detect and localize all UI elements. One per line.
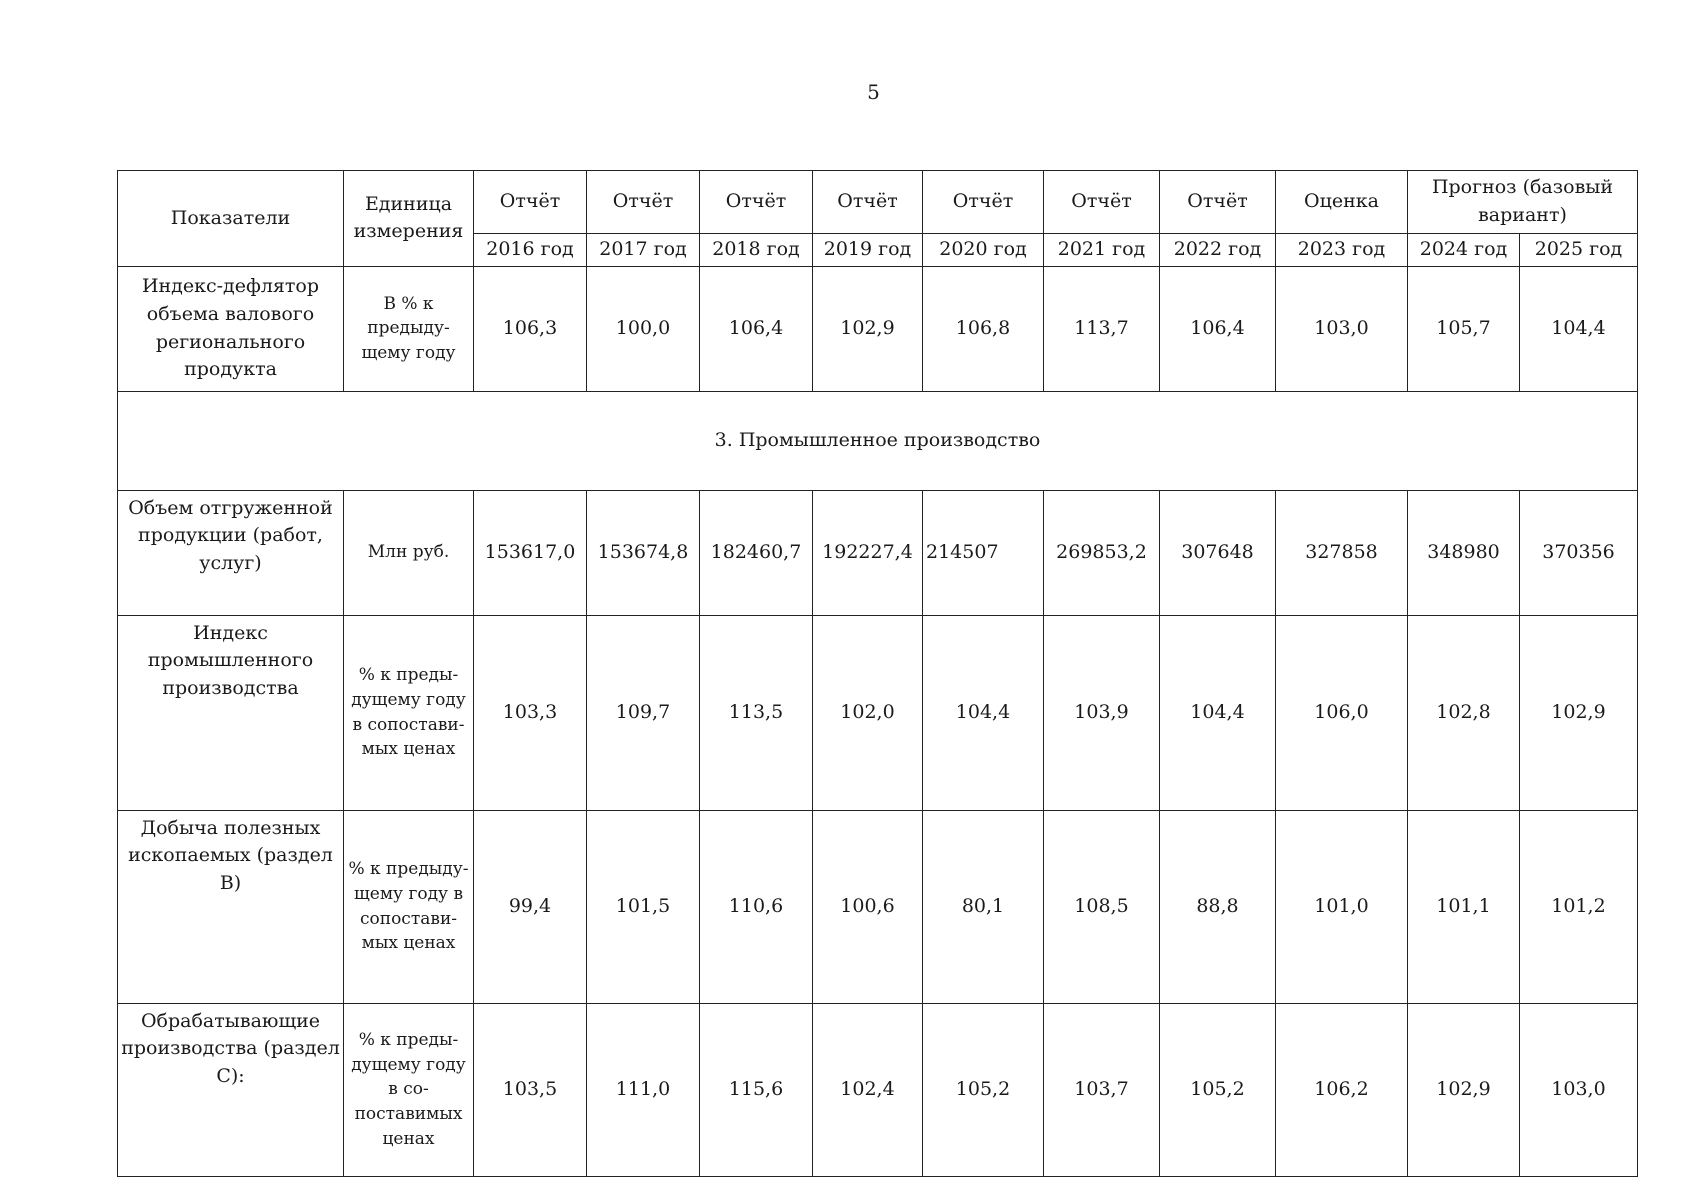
cell-value: 106,4 — [1160, 266, 1276, 391]
header-unit: Единица измерения — [344, 171, 474, 267]
row-unit: % к преды-дущему году в со-поставимых ценах — [344, 1003, 474, 1176]
cell-value: 111,0 — [587, 1003, 700, 1176]
header-year: 2016 год — [474, 234, 587, 267]
cell-value: 100,0 — [587, 266, 700, 391]
cell-value: 101,0 — [1276, 810, 1408, 1003]
row-indicator: Индекс-дефлятор объема валового регионального продукта — [118, 266, 344, 391]
table-row — [118, 266, 1638, 391]
header-col-type: Отчёт — [474, 171, 587, 234]
page-number: 5 — [867, 80, 880, 104]
cell-value: 113,5 — [700, 615, 813, 810]
cell-value: 106,4 — [700, 266, 813, 391]
header-year: 2024 год — [1408, 234, 1520, 267]
cell-value: 214507 — [923, 490, 1044, 615]
cell-value: 153674,8 — [587, 490, 700, 615]
cell-value: 103,0 — [1520, 1003, 1638, 1176]
row-unit: % к преды-дущему году в сопостави-мых ценах — [344, 615, 474, 810]
header-col-type: Отчёт — [923, 171, 1044, 234]
cell-value: 102,8 — [1408, 615, 1520, 810]
header-forecast: Прогноз (базовый вариант) — [1408, 171, 1638, 234]
header-year: 2025 год — [1520, 234, 1638, 267]
cell-value: 103,3 — [474, 615, 587, 810]
cell-value: 102,9 — [1408, 1003, 1520, 1176]
header-col-type: Отчёт — [587, 171, 700, 234]
table-row — [118, 615, 1638, 810]
cell-value: 108,5 — [1044, 810, 1160, 1003]
cell-value: 370356 — [1520, 490, 1638, 615]
header-indicator: Показатели — [118, 171, 344, 267]
cell-value: 105,2 — [923, 1003, 1044, 1176]
cell-value: 182460,7 — [700, 490, 813, 615]
cell-value: 80,1 — [923, 810, 1044, 1003]
header-year: 2017 год — [587, 234, 700, 267]
cell-value: 104,4 — [1160, 615, 1276, 810]
cell-value: 110,6 — [700, 810, 813, 1003]
cell-value: 106,3 — [474, 266, 587, 391]
row-unit: Млн руб. — [344, 490, 474, 615]
header-year: 2020 год — [923, 234, 1044, 267]
cell-value: 104,4 — [923, 615, 1044, 810]
cell-value: 88,8 — [1160, 810, 1276, 1003]
cell-value: 109,7 — [587, 615, 700, 810]
cell-value: 307648 — [1160, 490, 1276, 615]
cell-value: 100,6 — [813, 810, 923, 1003]
cell-value: 103,0 — [1276, 266, 1408, 391]
row-unit: В % к предыду-щему году — [344, 266, 474, 391]
cell-value: 103,5 — [474, 1003, 587, 1176]
header-col-type: Оценка — [1276, 171, 1408, 234]
cell-value: 103,7 — [1044, 1003, 1160, 1176]
cell-value: 269853,2 — [1044, 490, 1160, 615]
row-indicator: Добыча полезных ископаемых (раздел B) — [118, 810, 344, 1003]
row-indicator: Объем отгруженной продукции (работ, услуг) — [118, 490, 344, 615]
header-year: 2019 год — [813, 234, 923, 267]
cell-value: 192227,4 — [813, 490, 923, 615]
row-unit: % к предыду-щему году в сопостави-мых ценах — [344, 810, 474, 1003]
cell-value: 99,4 — [474, 810, 587, 1003]
section-row — [118, 391, 1638, 490]
cell-value: 113,7 — [1044, 266, 1160, 391]
header-col-type: Отчёт — [1044, 171, 1160, 234]
cell-value: 102,4 — [813, 1003, 923, 1176]
cell-value: 102,9 — [1520, 615, 1638, 810]
cell-value: 102,9 — [813, 266, 923, 391]
cell-value: 104,4 — [1520, 266, 1638, 391]
cell-value: 327858 — [1276, 490, 1408, 615]
cell-value: 105,7 — [1408, 266, 1520, 391]
cell-value: 105,2 — [1160, 1003, 1276, 1176]
section-title: 3. Промышленное производство — [118, 391, 1638, 490]
header-year: 2022 год — [1160, 234, 1276, 267]
cell-value: 348980 — [1408, 490, 1520, 615]
table-row — [118, 810, 1638, 1003]
header-col-type: Отчёт — [700, 171, 813, 234]
cell-value: 153617,0 — [474, 490, 587, 615]
header-col-type: Отчёт — [1160, 171, 1276, 234]
cell-value: 101,5 — [587, 810, 700, 1003]
cell-value: 106,8 — [923, 266, 1044, 391]
table-row — [118, 1003, 1638, 1176]
header-year: 2023 год — [1276, 234, 1408, 267]
header-col-type: Отчёт — [813, 171, 923, 234]
forecast-table — [117, 170, 1638, 1177]
cell-value: 106,2 — [1276, 1003, 1408, 1176]
cell-value: 101,2 — [1520, 810, 1638, 1003]
row-indicator: Индекс промышленного производства — [118, 615, 344, 810]
row-indicator: Обрабатывающие производства (раздел C): — [118, 1003, 344, 1176]
header-year: 2021 год — [1044, 234, 1160, 267]
cell-value: 106,0 — [1276, 615, 1408, 810]
cell-value: 102,0 — [813, 615, 923, 810]
cell-value: 101,1 — [1408, 810, 1520, 1003]
header-row — [118, 171, 1638, 234]
cell-value: 115,6 — [700, 1003, 813, 1176]
cell-value: 103,9 — [1044, 615, 1160, 810]
table-row — [118, 490, 1638, 615]
header-year: 2018 год — [700, 234, 813, 267]
